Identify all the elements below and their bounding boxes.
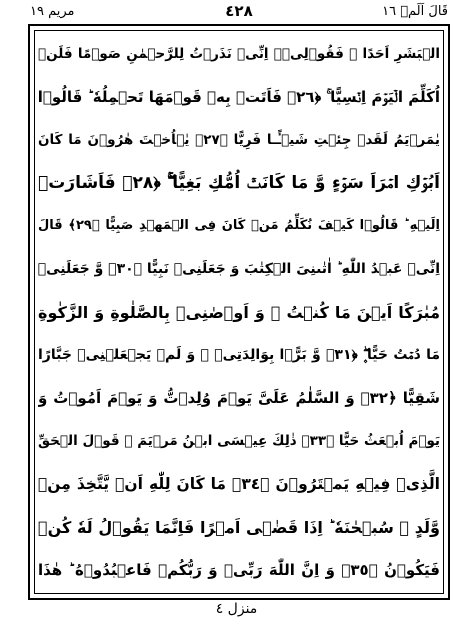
text-line-7: مُبٰرَكًا اَیۡنَ مَا كُنۡتُ ۪ وَ اَوۡصٰنِیۡ بِالصَّلٰوةِ وَ الزَّكٰوةِ — [38, 302, 440, 322]
page-number: ٤٢٨ — [225, 2, 253, 20]
text-line-4: اَبُوۡكِ امۡرَاَ سَوۡءٍ وَّ مَا كَانَتۡ اُمُّكِ بَغِیًّا ۖۚ ﴿٢٨﴾ فَاَشَارَتۡ — [38, 172, 440, 193]
text-line-3: یٰمَرۡیَمُ لَقَدۡ جِئۡتِ شَیۡـًٔـا فَرِیًّا ﴿٢٧﴾ یٰۤاُخۡتَ هٰرُوۡنَ مَا كَانَ — [38, 131, 440, 148]
text-block — [38, 32, 440, 592]
text-line-6: اِنِّیۡ عَبۡدُ اللّٰهِ ؕ اٰتٰىنِیَ الۡكِتٰبَ وَ جَعَلَنِیۡ نَبِیًّا ﴿٣٠﴾ وَّ جَعَلَنِیۡ — [38, 260, 440, 277]
text-line-9: شَقِیًّا ﴿٣٢﴾ وَ السَّلٰمُ عَلَیَّ یَوۡمَ وُلِدۡتُّ وَ یَوۡمَ اَمُوۡتُ وَ — [38, 389, 440, 408]
text-line-13: فَیَكُوۡنُ ﴿٣٥﴾ وَ اِنَّ اللّٰهَ رَبِّیۡ وَ رَبُّكُمۡ فَاعۡبُدُوۡهُ ؕ هٰذَا — [38, 561, 440, 580]
juz-label: قَالَ اَلَمۡ ١٦ — [382, 4, 448, 19]
text-line-8: مَا دُمۡتُ حَیًّا ۪ۖ ﴿٣١﴾ وَّ بَرًّۢا بِوَالِدَتِیۡ ۫ وَ لَمۡ یَجۡعَلۡنِیۡ جَبَّارًا — [38, 347, 440, 364]
page-header — [28, 2, 450, 24]
text-line-10: یَوۡمَ اُبۡعَثُ حَیًّا ﴿٣٣﴾ ذٰلِكَ عِیۡسَی ابۡنُ مَرۡیَمَ ۚ قَوۡلَ الۡحَقِّ — [38, 433, 440, 450]
manzil-label: منزل ٤ — [215, 601, 258, 617]
surah-label: مریم ١٩ — [30, 4, 75, 19]
text-line-1: الۡبَشَرِ اَحَدًا ۙ فَقُوۡلِیۡۤ اِنِّیۡ نَذَرۡتُ لِلرَّحۡمٰنِ صَوۡمًا فَلَنۡ — [38, 45, 440, 62]
text-line-12: وَّلَدٍ ۙ سُبۡحٰنَهٗ ؕ اِذَا قَضٰۤی اَمۡرًا فَاِنَّمَا یَقُوۡلُ لَهٗ كُنۡ — [38, 517, 440, 537]
text-line-11: الَّذِیۡ فِیۡهِ یَمۡتَرُوۡنَ ﴿٣٤﴾ مَا كَانَ لِلّٰهِ اَنۡ یَّتَّخِذَ مِنۡ — [38, 475, 440, 494]
text-line-5: اِلَیۡهِ ؕ قَالُوۡا كَیۡفَ نُكَلِّمُ مَنۡ كَانَ فِی الۡمَهۡدِ صَبِیًّا ﴿٢٩﴾ قَالَ — [38, 218, 440, 234]
text-line-2: اُكَلِّمَ الۡیَوۡمَ اِنۡسِیًّا ۚ ﴿٢٦﴾ فَاَتَتۡ بِهٖ قَوۡمَهَا تَحۡمِلُهٗ ؕ قَالُوۡا — [38, 87, 440, 106]
